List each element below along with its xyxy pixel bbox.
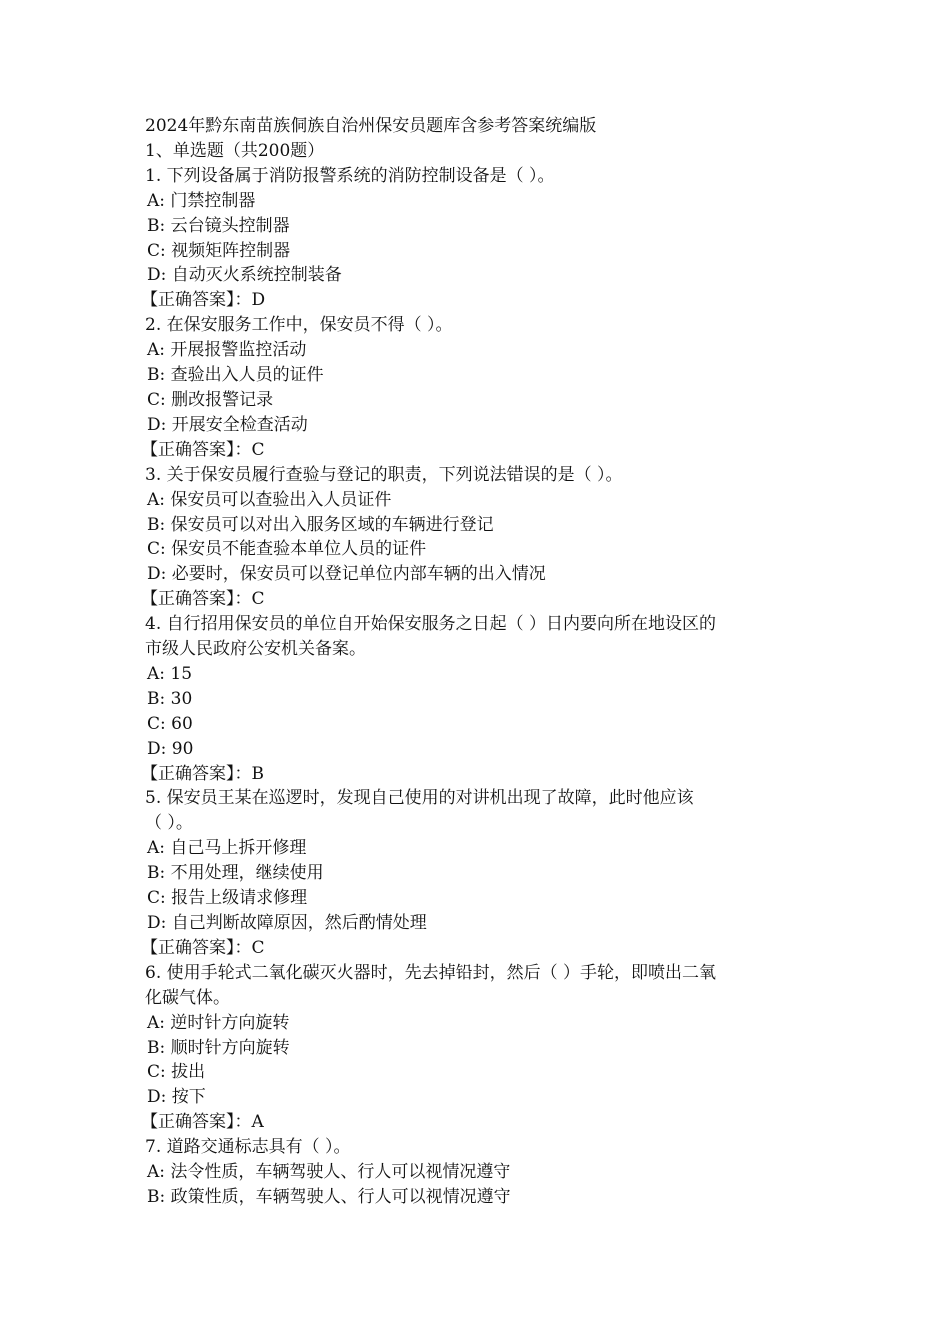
answer-label: 【正确答案】： [141, 937, 252, 958]
correct-answer [141, 936, 805, 961]
option-a: A: 法令性质，车辆驾驶人、行人可以视情况遵守 [147, 1162, 511, 1183]
answer-value: D [251, 290, 266, 311]
question-stem: 2. 在保安服务工作中，保安员不得（ ）。 [145, 315, 453, 336]
answer-value: C [251, 589, 265, 610]
option-b: B: 顺时针方向旋转 [147, 1037, 290, 1058]
correct-answer [141, 762, 805, 787]
option-a: A: 开展报警监控活动 [147, 340, 307, 361]
option-a: A: 逆时针方向旋转 [147, 1012, 290, 1033]
option-a: A: 自己马上拆开修理 [147, 838, 307, 859]
answer-label: 【正确答案】： [141, 589, 252, 610]
option-b: B: 云台镜头控制器 [147, 215, 290, 236]
option-b: B: 保安员可以对出入服务区域的车辆进行登记 [147, 514, 494, 535]
answer-label: 【正确答案】： [141, 1112, 252, 1133]
correct-answer [141, 1110, 805, 1135]
question-stem: 3. 关于保安员履行查验与登记的职责，下列说法错误的是（ ）。 [145, 464, 623, 485]
option-c: C: 删改报警记录 [147, 389, 274, 410]
option-c: C: 拔出 [147, 1062, 206, 1083]
answer-label: 【正确答案】： [141, 290, 252, 311]
answer-label: 【正确答案】： [141, 763, 252, 784]
question-stem-line-1: 4. 自行招用保安员的单位自开始保安服务之日起（ ）日内要向所在地设区的 [145, 614, 717, 635]
option-d: D: 必要时，保安员可以登记单位内部车辆的出入情况 [147, 564, 546, 585]
correct-answer [141, 438, 805, 463]
answer-value: C [251, 937, 265, 958]
section-heading: 1、单选题（共200题） [145, 140, 325, 161]
option-b: B: 查验出入人员的证件 [147, 365, 324, 386]
question-stem-line-2: 化碳气体。 [145, 987, 230, 1008]
option-a: A: 门禁控制器 [147, 190, 256, 211]
option-d: D: 自己判断故障原因，然后酌情处理 [147, 913, 427, 933]
option-b: B: 政策性质，车辆驾驶人、行人可以视情况遵守 [147, 1186, 511, 1207]
answer-label: 【正确答案】： [141, 439, 252, 460]
question-stem: 7. 道路交通标志具有（ ）。 [145, 1137, 351, 1158]
option-c: C: 报告上级请求修理 [147, 888, 308, 909]
question-stem: 1. 下列设备属于消防报警系统的消防控制设备是（ ）。 [145, 165, 555, 186]
answer-value: B [251, 763, 264, 784]
option-d: D: 开展安全检查活动 [147, 414, 308, 435]
option-b: B: 不用处理，继续使用 [147, 863, 324, 884]
answer-value: C [251, 439, 265, 460]
document-page [141, 114, 805, 1210]
option-d: D: 90 [147, 738, 194, 759]
correct-answer [141, 288, 805, 313]
correct-answer [141, 587, 805, 612]
option-b: B: 30 [147, 688, 193, 709]
answer-value: A [251, 1112, 264, 1133]
option-d: D: 自动灭火系统控制装备 [147, 265, 342, 286]
option-a: A: 保安员可以查验出入人员证件 [147, 489, 392, 510]
question-stem-line-2: 市级人民政府公安机关备案。 [145, 639, 366, 660]
question-stem-line-1: 6. 使用手轮式二氧化碳灭火器时，先去掉铅封，然后（ ）手轮，即喷出二氧 [145, 962, 717, 983]
option-c: C: 60 [147, 713, 193, 734]
document-title: 2024年黔东南苗族侗族自治州保安员题库含参考答案统编版 [145, 116, 597, 136]
option-a: A: 15 [147, 663, 193, 684]
option-c: C: 视频矩阵控制器 [147, 240, 291, 261]
question-stem-line-1: 5. 保安员王某在巡逻时，发现自己使用的对讲机出现了故障，此时他应该 [145, 788, 694, 809]
question-stem-line-2: （ ）。 [145, 813, 193, 834]
option-c: C: 保安员不能查验本单位人员的证件 [147, 539, 427, 560]
option-d: D: 按下 [147, 1087, 206, 1108]
